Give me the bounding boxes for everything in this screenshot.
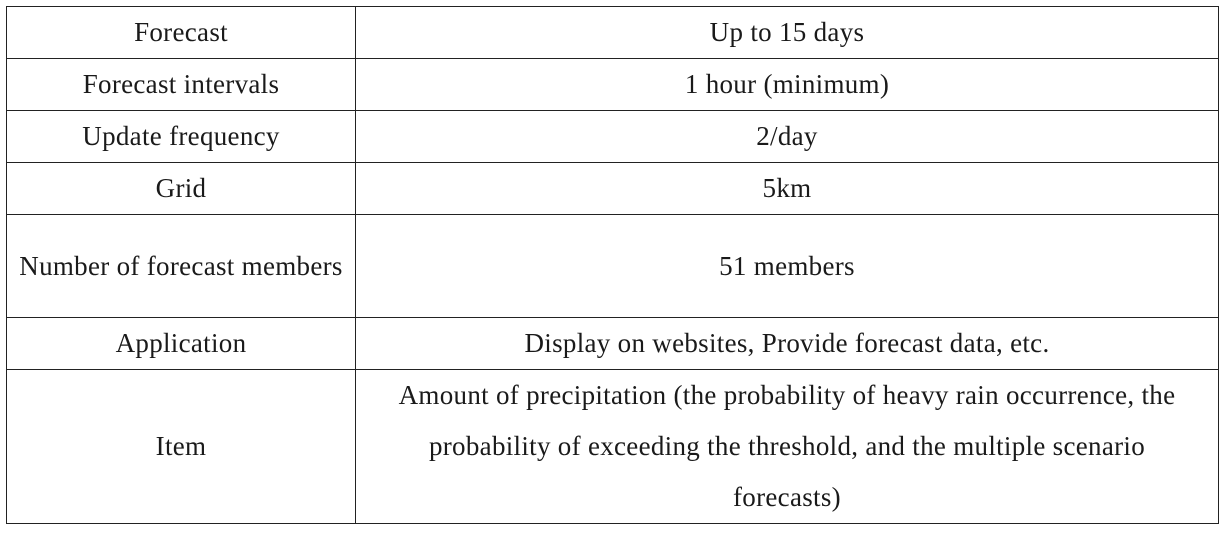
row-value: 1 hour (minimum) xyxy=(356,59,1219,111)
row-value: 5km xyxy=(356,163,1219,215)
table-row xyxy=(7,7,1219,59)
table-row xyxy=(7,215,1219,318)
row-label: Forecast xyxy=(7,7,356,59)
row-value: 51 members xyxy=(356,215,1219,318)
table-row xyxy=(7,318,1219,370)
table-row xyxy=(7,370,1219,524)
forecast-spec-table xyxy=(6,6,1219,524)
row-value: Amount of precipitation (the probability of heavy rain occurrence, the probability of exceeding the threshold, and the multiple scenario forecasts) xyxy=(356,370,1219,524)
row-value: 2/day xyxy=(356,111,1219,163)
row-value: Up to 15 days xyxy=(356,7,1219,59)
row-label: Forecast intervals xyxy=(7,59,356,111)
row-value: Display on websites, Provide forecast data, etc. xyxy=(356,318,1219,370)
row-label: Item xyxy=(7,370,356,524)
table-row xyxy=(7,111,1219,163)
row-label: Update frequency xyxy=(7,111,356,163)
table-row xyxy=(7,163,1219,215)
row-label: Number of forecast members xyxy=(7,215,356,318)
row-label: Grid xyxy=(7,163,356,215)
row-label: Application xyxy=(7,318,356,370)
table-row xyxy=(7,59,1219,111)
